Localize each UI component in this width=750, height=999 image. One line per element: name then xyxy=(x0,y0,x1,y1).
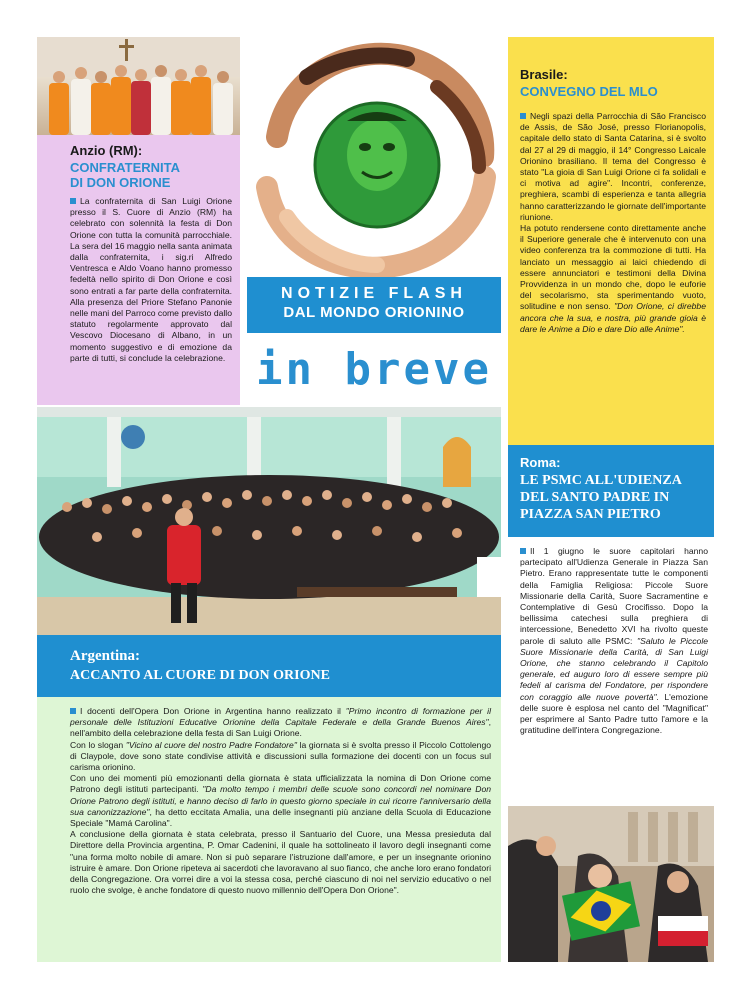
argentina-group-photo xyxy=(37,407,501,635)
globe-hands-image xyxy=(247,37,501,277)
column-divider-strip xyxy=(501,635,508,962)
bullet-square-icon xyxy=(520,548,526,554)
anzio-body: La confraternita di San Luigi Orione presso il S. Cuore di Anzio (RM) ha celebrato con solennità la festa di Don Orione con tutta la comunità parrocchiale. La sera del 16 maggio nella santa animata dalla confraternita, i sig.ri Alfredo Ventresca e Aldo Voano hanno promesso fedeltà nello spirito di Don Orione e così sono entrati a far parte della confraternita. Alla presenza del Priore Stefano Panonie nelle mani del Parroco come previsto dallo statuto regolarmente approvato dal Vescovo Diocesano di Albano, in un momento suggestivo e di emozione da parte di tutti, si conclude la celebrazione. xyxy=(70,196,232,363)
masthead-line2: DAL MONDO ORIONINO xyxy=(283,304,465,321)
roma-header xyxy=(508,445,714,537)
bullet-square-icon xyxy=(520,113,526,119)
brasile-article xyxy=(508,37,714,445)
anzio-headline: CONFRATERNITA DI DON ORIONE xyxy=(70,160,180,190)
bullet-square-icon xyxy=(70,198,76,204)
masthead-line1: NOTIZIE FLASH xyxy=(281,285,467,302)
argentina-header xyxy=(37,635,501,697)
masthead-title: in breve xyxy=(256,344,492,395)
argentina-article xyxy=(37,697,501,962)
roma-quote: "Saluto le Piccole Suore Missionarie della Carità, di San Luigi Orione, che stanno celebrando il Capitolo generale, ed auguro loro di essere sempre più fedeli al carisma del Fondatore, per rispondere con coraggio alle nuove povertà". xyxy=(520,635,709,702)
roma-headline: LE PSMC ALL'UDIENZA DEL SANTO PADRE IN PIAZZA SAN PIETRO xyxy=(520,473,682,522)
anzio-place: Anzio (RM): xyxy=(70,143,143,158)
bullet-square-icon xyxy=(70,708,76,714)
masthead-banner xyxy=(247,277,501,333)
argentina-headline: ACCANTO AL CUORE DI DON ORIONE xyxy=(70,668,330,683)
brasile-quote: "Don Orione, ci direbbe ancora che la sua, e nostra, più grande gioia è dare le Anime a Dio e dare Dio alle Anime". xyxy=(520,301,706,334)
roma-nuns-photo xyxy=(508,806,714,962)
brasile-body: Negli spazi della Parrocchia di São Francisco de Assis, de São José, presso Florianopolis, capitale dello stato di Santa Catarina, si è svolto dal 27 al 29 di maggio, il 14° Congresso Laicale Orionino brasiliano. Il tema del Congresso è stato "La gioia di San Luigi Orione ci fa solidali e ci motiva ad agire". Incontri, conferenze, preghiera, scambi di esperienza e tanta allegria hanno caratterizzando le giornate dell'importante riunione. Ha potuto rendersene conto direttamente anche il Superiore generale che è intervenuto con una video conferenza tra la commozione di tutti. Ha lanciato un messaggio ai laici chiedendo di essere annunciatori e testimoni della Divina Provvidenza in un mondo che, dopo le euforie del secolarismo, sta sperimentando vuoto, solitudine e non senso. "Don Orione, ci direbbe ancora che la sua, e nostra, più grande gioia è dare le Anime a Dio e dare Dio alle Anime". xyxy=(520,111,706,334)
anzio-group-photo xyxy=(37,37,240,135)
anzio-article xyxy=(37,135,240,405)
brasile-headline: CONVEGNO DEL MLO xyxy=(520,84,658,99)
roma-body: Il 1 giugno le suore capitolari hanno partecipato all'Udienza Generale in Piazza San Pietro. Erano rappresentate tutte le componenti della Famiglia Religiosa: Piccole Suore Missionarie della Carità, Suore Sacramentine e Contemplative di Gesù Crocifisso. Dopo la bellissima catechesi sulla preghiera di intercessione, Benedetto XVI ha rivolto queste parole di saluto alle PSMC: "Saluto le Piccole Suore Missionarie della Carità, di San Luigi Orione, che stanno celebrando il Capitolo generale, ed auguro loro di essere sempre più fedeli al carisma del Fondatore, per rispondere con coraggio alle nuove povertà". L'emozione delle suore è esplosa nel canto del "Magnificat" per esprimere al Santo Padre tutto l'amore e la gratitudine dell'intera Congregazione. xyxy=(520,546,709,736)
argentina-body: I docenti dell'Opera Don Orione in Argentina hanno realizzato il "Primo incontro di formazione per il personale delle Istituzioni Educative Orionine della Capitale Federale e della Grande Buenos Aires", nell'ambito della celebrazione della festa di San Luigi Orione. Con lo slogan "Vicino al cuore del nostro Padre Fondatore" la giornata si è svolta presso il Piccolo Cottolengo di Claypole, dove sono state condivise attività e discussioni sulla formazione dei docenti con un focus sul carisma orionino. Con uno dei momenti più emozionanti della giornata è stata ufficializzata la nomina di Don Orione come Patrono degli istituti partecipanti. "Da molto tempo i membri delle scuole sono concordi nel nominare Don Orione Patrono degli istituti, e hanno deciso di farlo in questo giorno speciale in cui ricorre l'anniversario della sua canonizzazione", ha detto eccitata Amalia, una delle insegnanti più anziane della Scuola di Educazione Speciale "Mamá Carolina". A conclusione della giornata è stata celebrata, presso il Santuario del Cuore, una Messa presieduta dal Direttore della Provincia argentina, P. Omar Cadenini, il quale ha sottolineato il lavoro degli insegnanti come "una forma molto nobile di amare. Non si può separare l'istruzione dall'amore, e per un insegnante orionino istruire è amare. Don Orione ripeteva ai sacerdoti che lavoravano al suo fianco, che anche loro erano fondatori della Congregazione. Ora vorrei dire a voi la stessa cosa, perché ciascuno di noi nel servizio educativo o nel ruolo che svolge, è anche fondatore di questo nuovo millennio dell'Opera Don Orione". xyxy=(70,706,492,896)
masthead-title-box xyxy=(247,333,501,407)
argentina-place: Argentina: xyxy=(70,648,140,664)
roma-place: Roma: xyxy=(520,455,561,470)
brasile-place: Brasile: xyxy=(520,67,568,82)
